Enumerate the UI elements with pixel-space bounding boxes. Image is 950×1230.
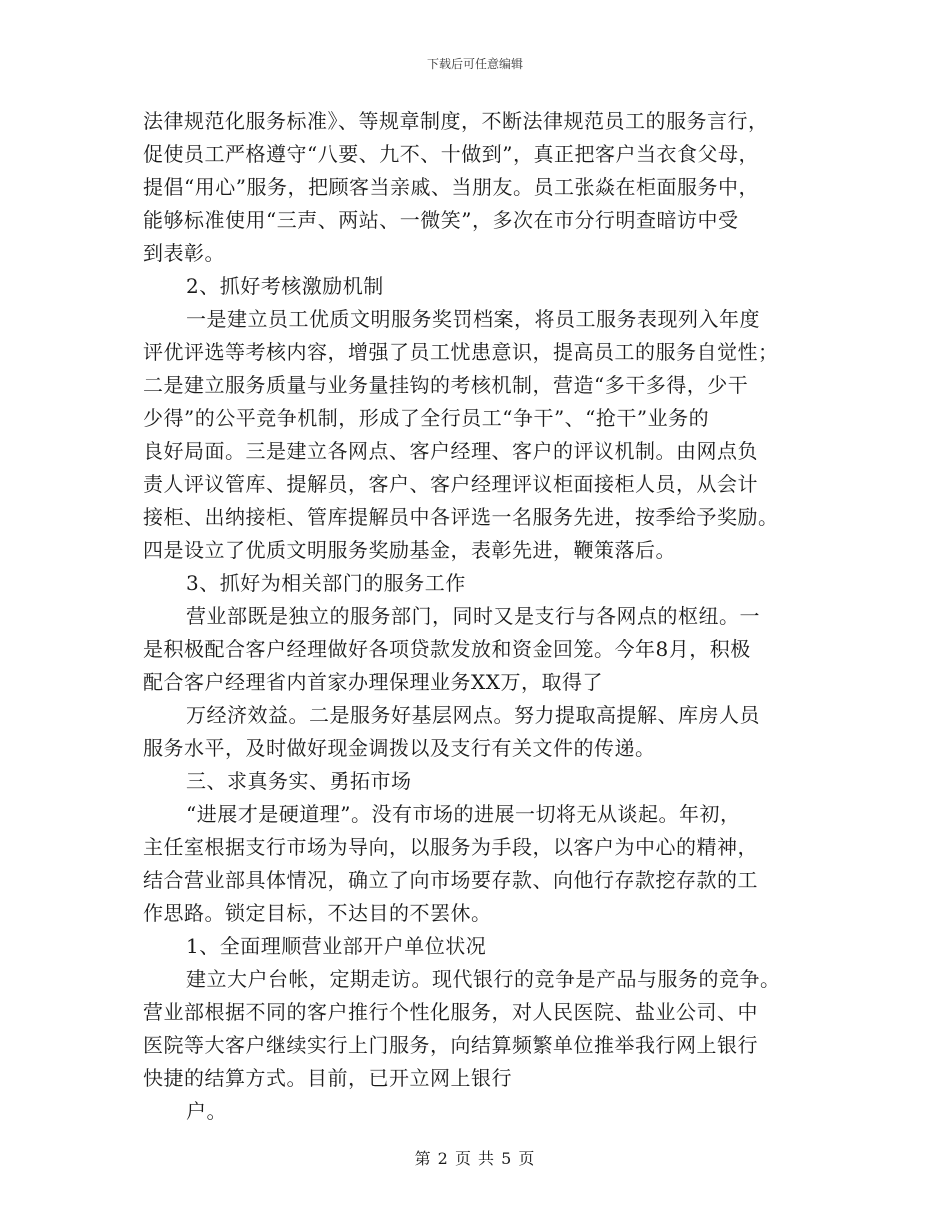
text-line: 少得”的公平竞争机制，形成了全行员工“争干”、“抢干”业务的 (143, 406, 710, 430)
text-line: 3、抓好为相关部门的服务工作 (186, 571, 466, 595)
text-line: 法律规范化服务标准》、等规章制度，不断法律规范员工的服务言行， (143, 109, 769, 133)
text-line: 服务水平，及时做好现金调拨以及支行有关文件的传递。 (143, 736, 656, 760)
text-line: 作思路。锁定目标，不达目的不罢休。 (143, 901, 492, 925)
text-line: 良好局面。三是建立各网点、客户经理、客户的评议机制。由网点负 (143, 439, 758, 463)
text-line: 主任室根据支行市场为导向，以服务为手段，以客户为中心的精神， (143, 835, 758, 859)
text-line: 户。 (186, 1099, 227, 1123)
text-line: 营业部根据不同的客户推行个性化服务，对人民医院、盐业公司、中 (143, 1000, 758, 1024)
text-line: 到表彰。 (143, 241, 225, 265)
text-line: 2、抓好考核激励机制 (186, 274, 384, 298)
text-line: 三、求真务实、勇拓市场 (186, 769, 412, 793)
text-line: 医院等大客户继续实行上门服务，向结算频繁单位推举我行网上银行 (143, 1033, 758, 1057)
text-line: 结合营业部具体情况，确立了向市场要存款、向他行存款挖存款的工 (143, 868, 758, 892)
text-line: 提倡“用心”服务，把顾客当亲戚、当朋友。员工张焱在柜面服务中， (143, 175, 759, 199)
text-line: 能够标准使用“三声、两站、一微笑”，多次在市分行明查暗访中受 (143, 208, 739, 232)
text-line: “进展才是硬道理”。没有市场的进展一切将无从谈起。年初， (186, 802, 741, 826)
text-line: 一是建立员工优质文明服务奖罚档案，将员工服务表现列入年度 (186, 307, 760, 331)
text-line: 万经济效益。二是服务好基层网点。努力提取高提解、库房人员 (186, 703, 760, 727)
text-line: 二是建立服务质量与业务量挂钩的考核机制，营造“多干多得，少干 (143, 373, 749, 397)
page-header: 下载后可任意编辑 (426, 57, 523, 71)
text-line: 营业部既是独立的服务部门，同时又是支行与各网点的枢纽。一 (186, 604, 760, 628)
document-body (143, 105, 818, 1128)
text-line: 快捷的结算方式。目前，已开立网上银行 (143, 1066, 512, 1090)
page-footer: 第 2 页 共 5 页 (414, 1149, 536, 1168)
text-line: 四是设立了优质文明服务奖励基金，表彰先进，鞭策落后。 (143, 538, 676, 562)
text-line: 是积极配合客户经理做好各项贷款发放和资金回笼。今年8月，积极 (143, 637, 751, 661)
text-line: 建立大户台帐，定期走访。现代银行的竞争是产品与服务的竞争。 (186, 967, 781, 991)
text-line: 配合客户经理省内首家办理保理业务XX万，取得了 (143, 670, 603, 694)
text-line: 接柜、出纳接柜、管库提解员中各评选一名服务先进，按季给予奖励。 (143, 505, 779, 529)
text-line: 促使员工严格遵守“八要、九不、十做到”，真正把客户当衣食父母， (143, 142, 759, 166)
text-line: 评优评选等考核内容，增强了员工忧患意识，提高员工的服务自觉性； (143, 340, 779, 364)
text-line: 责人评议管库、提解员，客户、客户经理评议柜面接柜人员，从会计 (143, 472, 758, 496)
text-line: 1、全面理顺营业部开户单位状况 (186, 934, 487, 958)
